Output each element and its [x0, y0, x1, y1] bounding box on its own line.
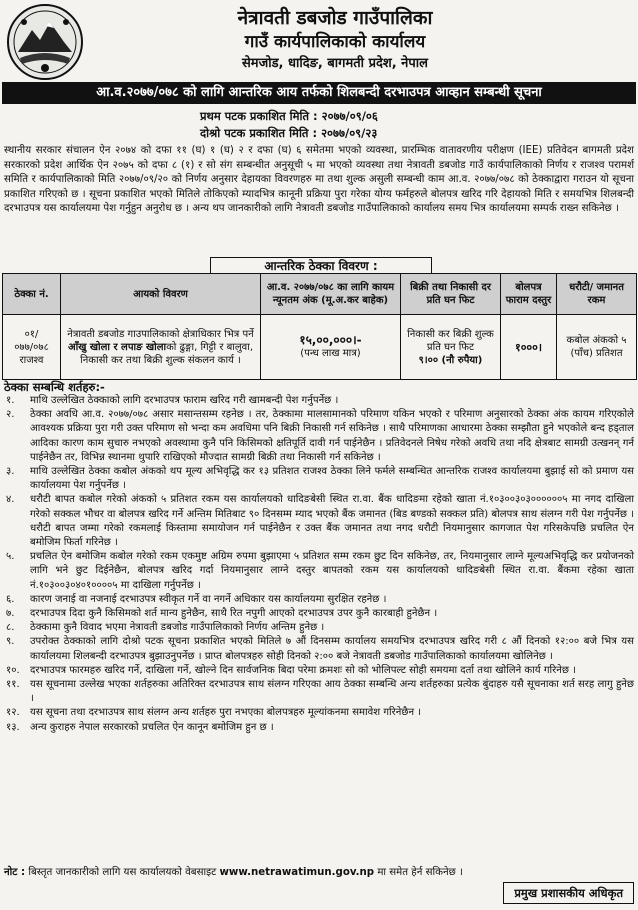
- condition-item: [4, 607, 634, 621]
- condition-text: यस सूचना तथा दरभाउपत्र साथ संलग्न अन्य शर्तहरु पुरा नभएका बोलपत्रहरु मूल्यांकनमा समावेश गरिनेछैन ।: [30, 707, 422, 719]
- minimum-amount-words: (पन्ध लाख मात्र): [300, 348, 361, 359]
- condition-text: दरभाउपत्र फारमहरु खरिद गर्ने, दाखिला गर्ने, खोल्ने दिन सार्वजनिक बिदा परेमा क्रमशः सो को भोलिपल्ट सोही समयमा दर्ता तथा खोलिने कार्य गरिनेछ ।: [30, 664, 576, 676]
- minimum-amount-cell: [261, 315, 401, 380]
- col-header-rate: बिक्री तथा निकासी दर प्रति घन फिट: [401, 274, 501, 315]
- income-description: [61, 315, 261, 380]
- condition-text: कारण जनाई वा नजनाई दरभाउपत्र स्वीकृत गर्ने वा नगर्ने अधिकार यस कार्यालयमा सुरक्षित रहनेछ ।: [30, 593, 387, 605]
- condition-text: प्रचलित ऐन बमोजिम कबोल गरेको रकम एकमुष्ट अग्रिम रुपमा बुझाएमा ५ प्रतिशत सम्म रकम छुट दिन सकिनेछ, तर, नियमानुसार लाग्ने मूल्यअभिवृद्धि कर प्रयोजनको लागि भने छुट दिईनेछैन, बोलपत्र खरिद गर्दा नियमानुसार लाग्ने दस्तुर बापतको रकम यस कार्यालयको धादिङबेसी स्थित रा.वा. बैंकमा रहेका खाता नं.१०३००३०४०१००००५ मा दाखिला गर्नुपर्नेछ ।: [30, 551, 634, 591]
- condition-number: १०.: [6, 664, 20, 676]
- deposit-amount: कबोल अंकको ५ (पाँच) प्रतिशत: [557, 315, 637, 380]
- contract-table: [2, 273, 637, 380]
- intro-paragraph: स्थानीय सरकार संचालन ऐन २०७४ को दफा ११ (घ) १ (घ) २ र दफा (घ) ६ समेतमा भएको व्यवस्था, प्रारम्भिक वातावरणीय परीक्षण (IEE) प्रतिवेदन बागमती प्रदेश सरकारको प्रदेश आर्थिक ऐन २०७५ को दफा ८ (१) र सो संग सम्बन्धीत अनुसूची ५ मा भएको व्यवस्था तथा नेत्रावती डबजोड गाउँ कार्यपालिकाको निर्णय र राजश्व परामर्श समिति र कार्यपालिकाको मिति २०७७/०९/२० को निर्णय अनुसार देहायका विवरणहरु मा तथा शुल्क असुली सम्बन्धी काम आ.व. २०७७/०७८ को ठेक्काद्वारा गराउन यो सूचना प्रकाशित गरिएको छ । सूचना प्रकाशित भएको मितिले तोकिएको म्यादभित्र कानूनी प्रक्रिया पुरा गरेका योग्य फर्महरुले बोलपत्र खरिद गरि देहायको मिति र समयभित्र शिलबन्दी दरभाउपत्र यस कार्यालयमा पेश गर्नुहुन अनुरोध छ । अन्य थप जानकारीको लागि नेत्रावती डबजोड गाउँपालिकाको कार्यालय समय भित्र कार्यालयमा सम्पर्क राख्न सकिनेछ ।: [4, 145, 634, 215]
- condition-text: ठेक्का अवधि आ.व. २०७७/०७८ असार मसान्तसम्म रहनेछ । तर, ठेक्कामा मालसामानको परिमाण यकिन भएको र परिमाण अनुसारको ठेक्का अंक कायम गरिएकोले आवश्यक प्रक्रिया पुरा गरी उक्त परिमाण सो भन्दा कम अवधिमा पनि बिक्री निकासी गर्न सकिनेछ । साथै परिमाणका आधारमा ठेक्का सम्झौता हुने भएकोले बन्द हड्ताल आदिका कारण काम सुचारु नभएको अवस्थामा कुनै पनि किसिमको क्षतिपूर्ति दावी गर्न पाईनेछैन । प्रतिवेदनले निषेध गरेको अवधि तथा नदि क्षेत्रबाट सामग्री उत्खनन् गर्न पाईनेछैन तर, विभिन्न स्थानमा थुपारि राखिएको मौज्दात सामग्री बिक्री तथा निकासी गर्न सकिनेछ ।: [30, 409, 634, 463]
- condition-text: धरौटी बापत कबोल गरेको अंकको ५ प्रतिशत रकम यस कार्यालयको धादिङबेसी स्थित रा.वा. बैंक धादिङमा रहेको खाता नं.१०३००३०३००००००५ मा नगद दाखिला गरेको सक्कल भौचर वा बोलपत्र खरिद गर्ने अन्तिम मितिबाट ९० दिनसम्म म्याद भएको बैंक जमानत (बिड बण्डको सक्कल प्रति) बोलपत्र साथ संलग्न गरी पेश गर्नुपर्नेछ । धरौटी बापत जम्मा गरेको रकमलाई किस्तामा समायोजन गर्न पाईनेछैन र उक्त बैंक जमानत तथा नगद धरौटी नियमानुसार कागजात पेश गरिसकेपछि प्रचलित ऐन बमोजिम फिर्ता गरिनेछ ।: [30, 494, 634, 549]
- condition-text: उपरोक्त ठेक्काको लागि दोश्रो पटक सूचना प्रकाशित भएको मितिले ७ औं दिनसम्म कार्यालय समयभित्र दरभाउपत्र खरिद गरी ८ औं दिनको १२:०० बजे भित्र यस कार्यालयमा शिलबन्दी दरभाउपत्र बुझाउनुपर्नेछ । प्राप्त बोलपत्रहरु सोही दिनको २:०० बजे नेत्रावती डबजोड गाउँपालिकाको कार्यालयमा खोलिनेछ ।: [30, 636, 634, 662]
- minimum-amount: १५,००,०००।-: [299, 333, 362, 347]
- condition-number: ४.: [6, 494, 15, 506]
- rate-value: ९।०० (नौ रुपैया): [418, 354, 483, 366]
- note-label: नोट :: [4, 867, 26, 878]
- conditions-title: ठेक्का सम्बन्धि शर्तहरु:-: [4, 380, 105, 394]
- condition-item: [4, 678, 634, 706]
- second-publication-date: दोश्रो पटक प्रकाशित मिति : २०७७/०९/२३: [200, 126, 378, 140]
- condition-number: १२.: [6, 707, 20, 719]
- condition-number: ९.: [6, 636, 15, 648]
- table-header-row: [3, 274, 637, 315]
- condition-item: [4, 550, 634, 593]
- col-header-deposit: धरौटी/ जमानत रकम: [557, 274, 637, 315]
- note-line: [4, 866, 634, 880]
- website-link[interactable]: www.netrawatimun.gov.np: [219, 867, 375, 878]
- col-header-contract-no: ठेक्का नं.: [3, 274, 61, 315]
- col-header-minimum-amount: आ.व. २०७७/०७८ का लागि कायम न्यूनतम अंक (मू.अ.कर बाहेक): [261, 274, 401, 315]
- municipality-name: नेत्रावती डबजोड गाउँपालिका: [237, 7, 433, 29]
- condition-item: [4, 635, 634, 663]
- condition-text: अन्य कुराहरु नेपाल सरकारको प्रचलित ऐन कानून बमोजिम हुन छ ।: [30, 721, 274, 733]
- condition-number: १३.: [6, 721, 20, 733]
- condition-number: ८.: [6, 622, 15, 634]
- signatory-title: प्रमुख प्रशासकीय अधिकृत: [503, 882, 634, 904]
- condition-text: यस सूचनामा उल्लेख भएका शर्तहरुका अतिरिक्त दरभाउपत्र साथ संलग्न गरिएका आय ठेक्का सम्बन्धि अन्य शर्तहरुका प्रत्येक बुंदाहरु यसै सूचनाका शर्त सरह लागु हुनेछ ।: [30, 679, 634, 705]
- municipality-emblem-icon: [2, 2, 88, 82]
- col-header-form-fee: बोलपत्र फाराम दस्तुर: [501, 274, 557, 315]
- description-text: नेत्रावती डबजोड गाउपालिकाको क्षेत्राधिकार भित्र पर्ने: [67, 328, 254, 340]
- condition-item: [4, 664, 634, 678]
- table-title: आन्तरिक ठेक्का विवरण :: [210, 257, 432, 275]
- col-header-income-description: आयको विवरण: [61, 274, 261, 315]
- condition-text: ठेक्कामा कुनै विवाद भएमा नेत्रावती डबजोड गाउँपालिकाको निर्णय अन्तिम हुनेछ ।: [30, 622, 325, 634]
- condition-text: दरभाउपत्र दिदा कुनै किसिमको शर्त मान्य हुनेछैन, साथै रित नपुगी आएको दरभाउपत्र उपर कुनै कारबाही हुनेछैन ।: [30, 608, 438, 620]
- rate-text: निकासी कर बिक्री शुल्क प्रति घन फिट: [407, 328, 494, 353]
- condition-number: ३.: [6, 466, 15, 478]
- first-publication-date: प्रथम पटक प्रकाशित मिति : २०७७/०९/०६: [200, 109, 378, 123]
- form-fee: १०००।: [501, 315, 557, 380]
- condition-text: माथि उल्लेखित ठेक्काको लागि दरभाउपत्र फाराम खरिद गरी खामबन्दी पेश गर्नुपर्नेछ ।: [30, 395, 339, 406]
- rate-cell: [401, 315, 501, 380]
- condition-item: [4, 493, 634, 550]
- description-text-end: को ढुङ्गा, गिट्टी र बालुवा, निकासी कर तथा बिक्री शुल्क संकलन कार्य ।: [80, 341, 254, 366]
- condition-item: [4, 465, 634, 493]
- condition-item: [4, 394, 634, 408]
- condition-number: १.: [6, 395, 15, 406]
- contract-no: ०१/ ०७७/०७८ राजश्व: [3, 315, 61, 380]
- condition-item: [4, 593, 634, 607]
- conditions-list: [4, 394, 634, 735]
- table-row: [3, 315, 637, 380]
- condition-number: ५.: [6, 551, 15, 563]
- condition-item: [4, 706, 634, 720]
- office-name: गाउँ कार्यपालिकाको कार्यालय: [244, 32, 426, 52]
- condition-number: ६.: [6, 593, 15, 605]
- condition-item: [4, 621, 634, 635]
- notice-title-banner: आ.व.२०७७/०७८ को लागि आन्तरिक आय तर्फको शिलबन्दी दरभाउपत्र आव्हान सम्बन्धी सूचना: [2, 82, 636, 104]
- condition-number: ७.: [6, 608, 15, 620]
- note-suffix: मा समेत हेर्न सकिनेछ ।: [377, 867, 463, 878]
- condition-item: [4, 721, 634, 735]
- condition-item: [4, 408, 634, 465]
- condition-number: ११.: [6, 679, 20, 691]
- condition-number: २.: [6, 409, 15, 421]
- condition-text: माथि उल्लेखित ठेक्का कबोल अंकको थप मूल्य अभिवृद्धि कर १३ प्रतिशत राजश्व ठेक्का लिने फर्मले सम्बन्धित आन्तरिक राजश्व कार्यालयमा बुझाई सो को प्रमाण यस कार्यालयमा पेश गर्नुपर्नेछ ।: [30, 466, 634, 492]
- note-text: बिस्तृत जानकारीको लागि यस कार्यालयको वेबसाइट: [28, 867, 217, 878]
- office-address: सेमजोड, धादिङ, बागमती प्रदेश, नेपाल: [242, 56, 428, 71]
- description-river-names: आँखु खोला र लपाङ खोला: [67, 341, 167, 353]
